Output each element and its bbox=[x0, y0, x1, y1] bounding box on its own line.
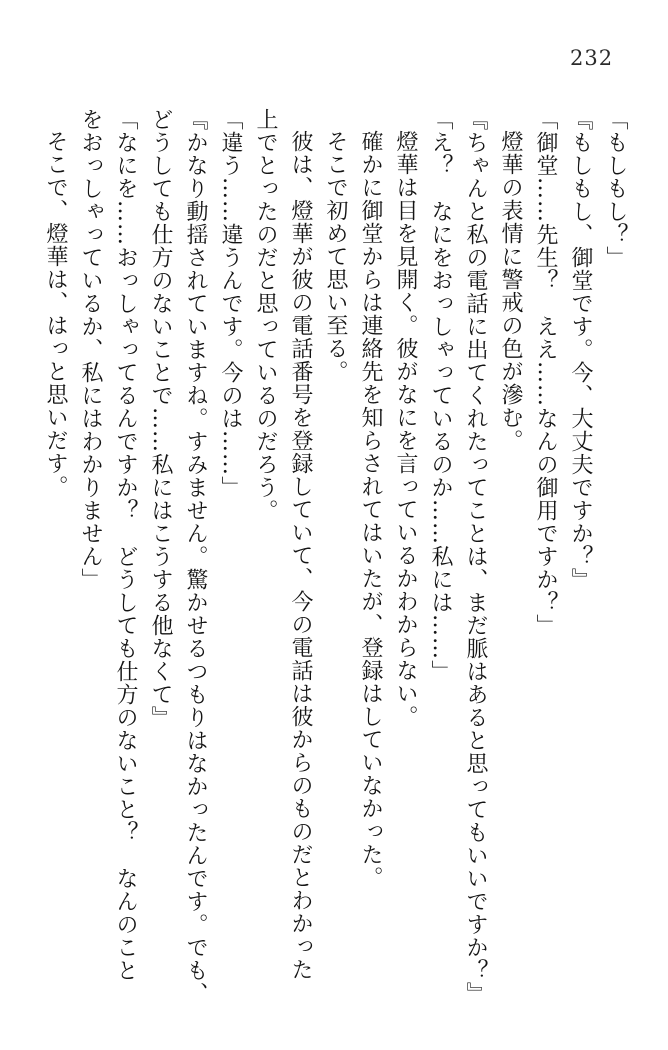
text-line: 燈華は目を見開く。彼がなにを言っているかわからない。 bbox=[393, 130, 418, 728]
text-line: 確かに御堂からは連絡先を知らされてはいたが、登録はしていなかった。 bbox=[358, 130, 383, 889]
text-line: 「なにを……おっしゃってるんですか？ どうしても仕方のないこと？ なんのこと bbox=[113, 108, 138, 982]
text-line: 「え？ なにをおっしゃっているのか……私には……」 bbox=[428, 108, 453, 683]
text-line: 彼は、燈華が彼の電話番号を登録していて、今の電話は彼からのものだとわかった bbox=[288, 130, 313, 981]
text-line: そこで、燈華は、はっと思いだす。 bbox=[43, 130, 68, 498]
text-line: 上でとったのだと思っているのだろう。 bbox=[253, 108, 278, 522]
text-line: そこで初めて思い至る。 bbox=[323, 130, 348, 383]
text-line: 燈華の表情に警戒の色が滲む。 bbox=[498, 130, 523, 452]
text-line: 『ちゃんと私の電話に出てくれたってことは、まだ脈はあると思ってもいいですか？』 bbox=[463, 108, 488, 1005]
text-block bbox=[38, 108, 633, 1008]
text-line: をおっしゃっているか、私にはわかりません」 bbox=[78, 108, 103, 591]
page-number: 232 bbox=[570, 46, 614, 70]
text-line: 「もしもし？」 bbox=[603, 108, 628, 269]
text-line: 「御堂……先生？ ええ……なんの御用ですか？」 bbox=[533, 108, 558, 637]
text-line: 『もしもし、御堂です。今、大丈夫ですか？』 bbox=[568, 108, 593, 591]
text-line: 『かなり動揺されていますね。すみません。驚かせるつもりはなかったんです。でも、 bbox=[183, 108, 208, 1005]
text-line: 「違う……違うんです。今のは……」 bbox=[218, 108, 243, 499]
text-line: どうしても仕方のないことで……私にはこうする他なくて』 bbox=[148, 108, 173, 729]
